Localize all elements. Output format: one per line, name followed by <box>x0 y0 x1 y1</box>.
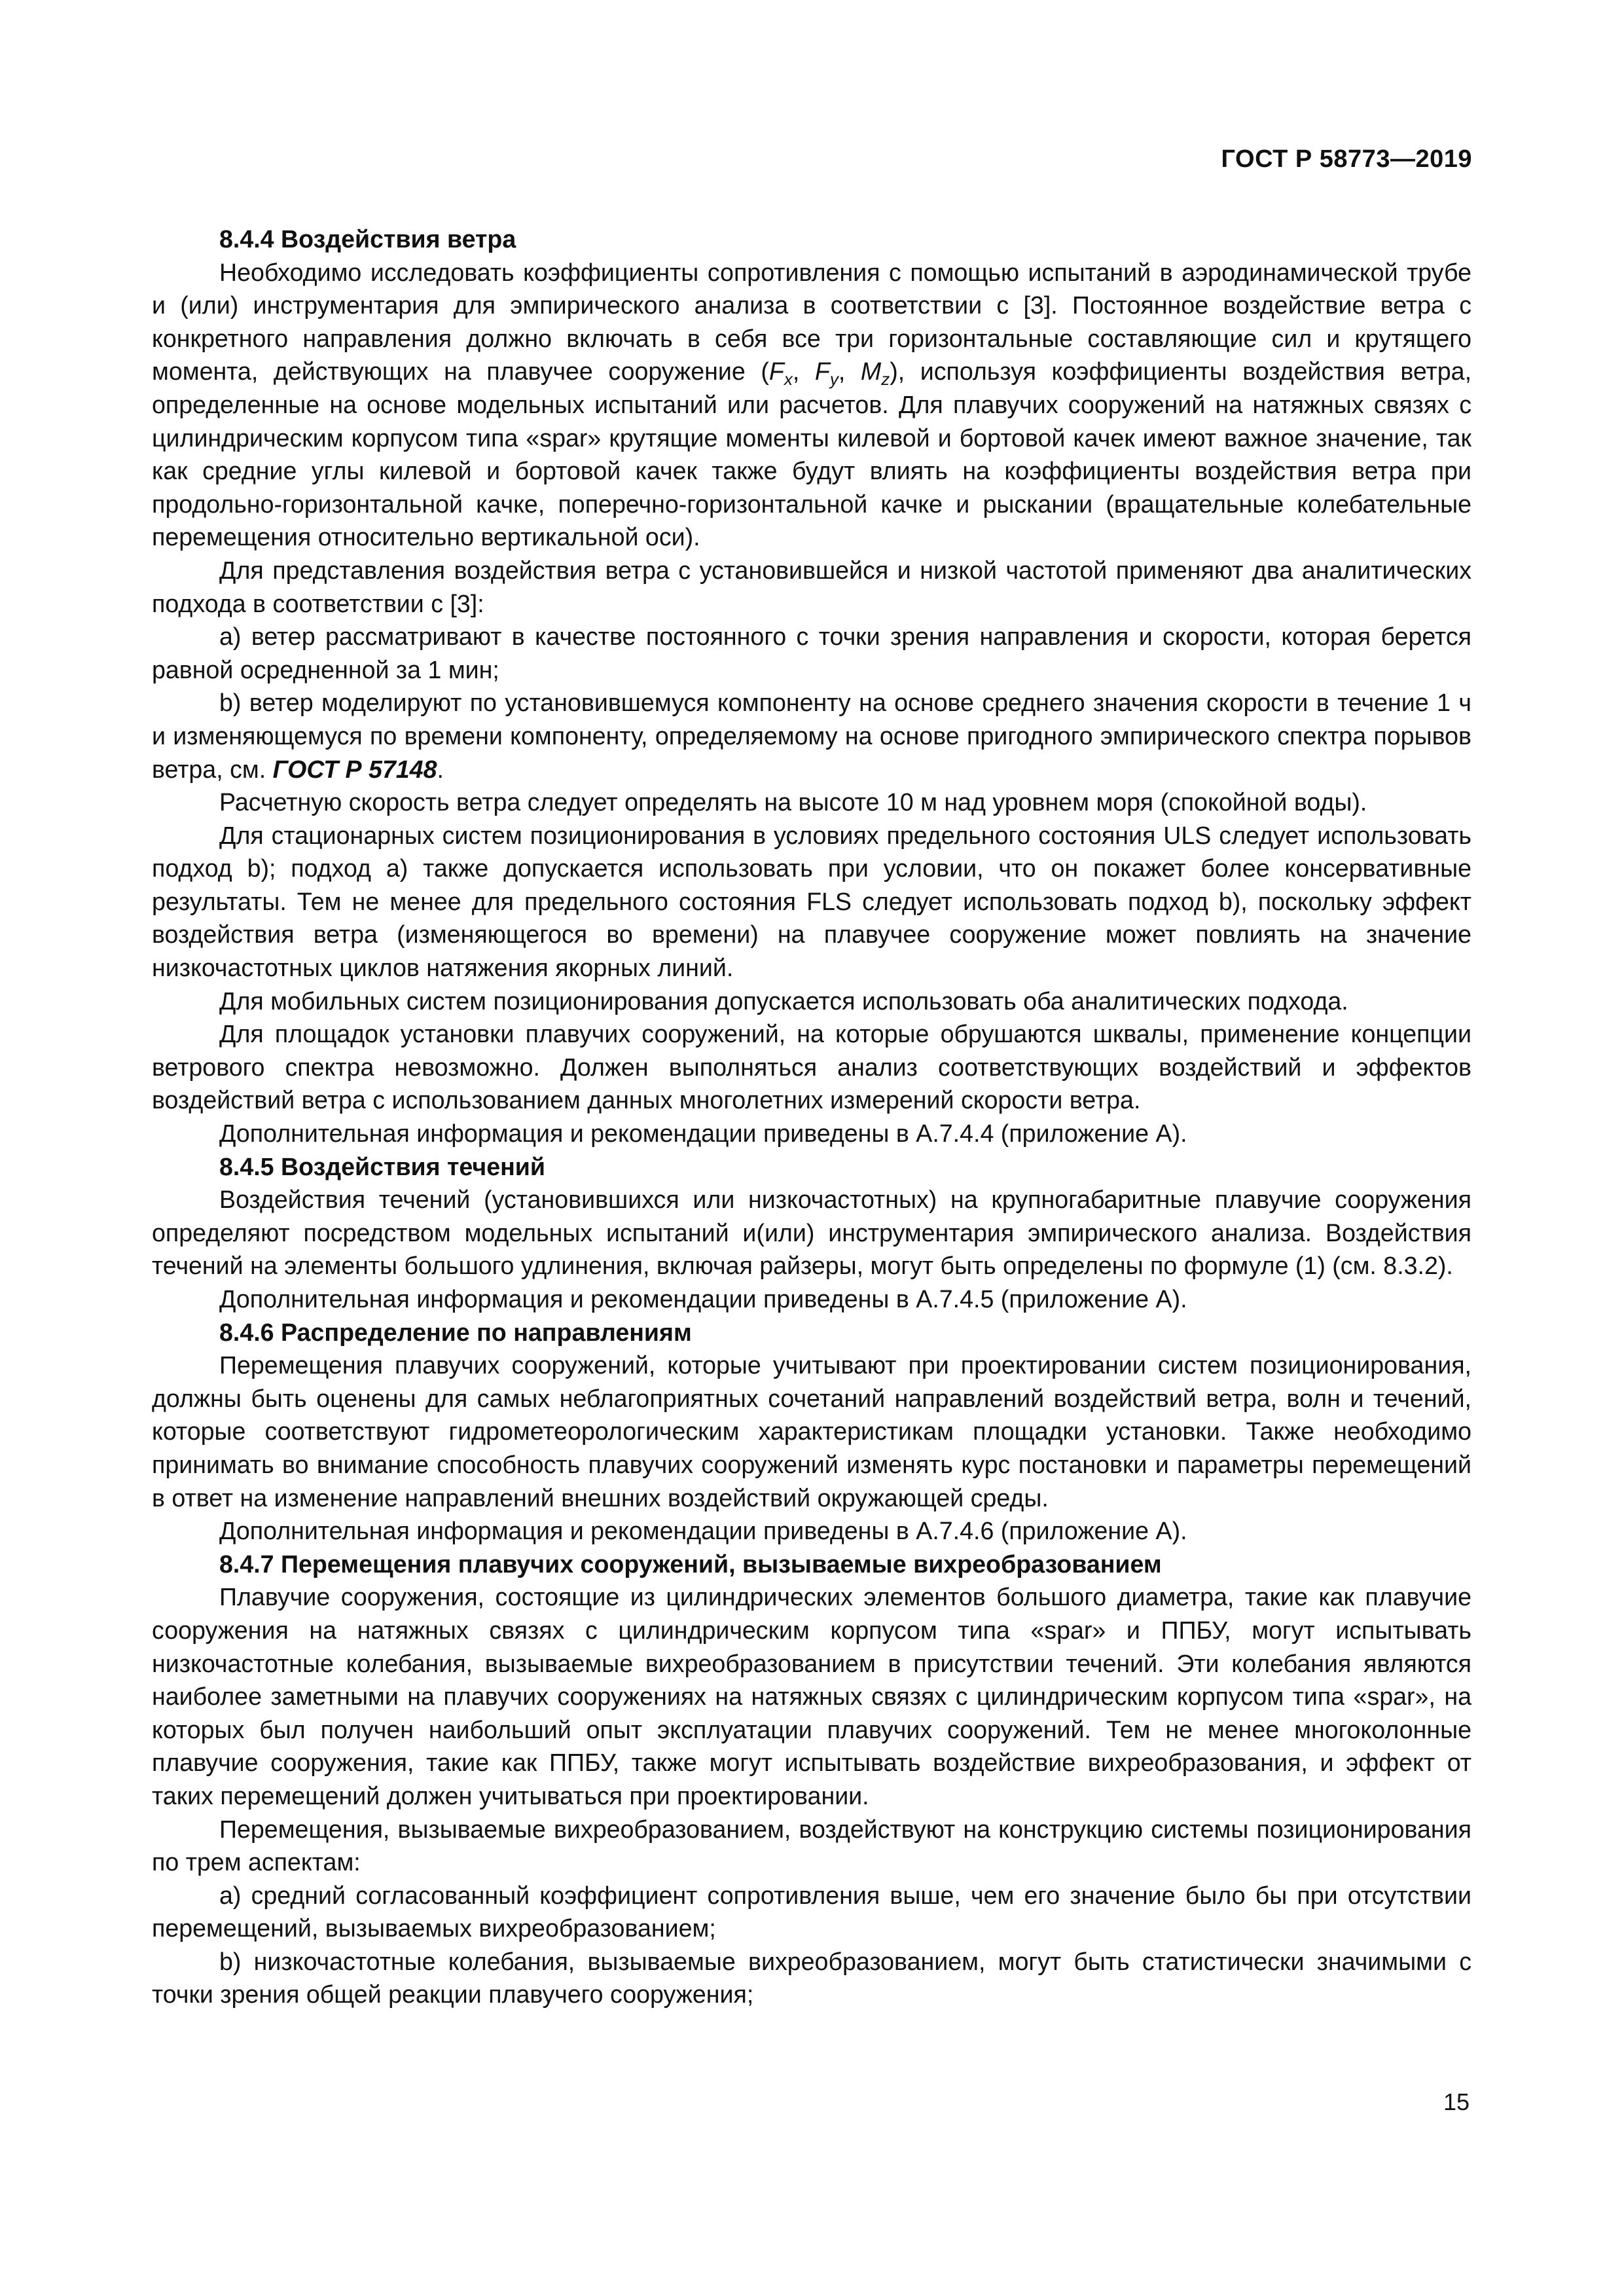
paragraph: Для площадок установки плавучих сооружений, на которые обрушаются шквалы, применение концепции ветрового спектра невозможно. Должен выполняться анализ соответствующих воздействий и эффектов воздействий ветра с использованием данных многолетних измерений скорости ветра. <box>152 1020 1471 1114</box>
paragraph: Воздействия течений (установившихся или низкочастотных) на крупногабаритные плавучие сооружения определяют посредством модельных испытаний и(или) инструментария эмпирического анализа. Воздействия течений на элементы большого удлинения, включая райзеры, могут быть определены по формуле (1) (см. 8.3.2). <box>152 1186 1471 1280</box>
paragraph: Дополнительная информация и рекомендации приведены в А.7.4.6 (приложение А). <box>219 1517 1187 1545</box>
list-item-b: b) низкочастотные колебания, вызываемые вихреобразованием, могут быть статистически значимыми с точки зрения общей реакции плавучего сооружения; <box>152 1947 1471 2009</box>
paragraph: Плавучие сооружения, состоящие из цилиндрических элементов большого диаметра, такие как плавучие сооружения на натяжных связях с цилиндрическим корпусом типа «spar» и ППБУ, могут испытывать низкочастотные колебания, вызываемые вихреобразованием в присутствии течений. Эти колебания являются наиболее заметными на плавучих сооружениях на натяжных связях с цилиндрическим корпусом типа «spar», на которых был получен наибольший опыт эксплуатации плавучих сооружений. Тем не менее многоколонные плавучие сооружения, такие как ППБУ, также могут испытывать воздействие вихреобразования, и эффект от таких перемещений должен учитываться при проектировании. <box>152 1583 1471 1810</box>
page-body <box>152 223 1471 2011</box>
standard-reference: ГОСТ Р 57148 <box>272 755 437 783</box>
paragraph <box>152 256 1471 554</box>
document-code-header: ГОСТ Р 58773—2019 <box>1221 145 1472 173</box>
text-run: , <box>838 357 861 386</box>
text-run: . <box>437 755 444 783</box>
paragraph: Перемещения плавучих сооружений, которые учитывают при проектировании систем позиционирования, должны быть оценены для самых неблагоприятных сочетаний направлений воздействий ветра, волн и течений, которые соответствуют гидрометеорологическим характеристикам площадки установки. Также необходимо принимать во внимание способность плавучих сооружений изменять курс постановки и параметры перемещений в ответ на изменение направлений внешних воздействий окружающей среды. <box>152 1351 1471 1512</box>
section-heading-8-4-5: 8.4.5 Воздействия течений <box>219 1152 546 1180</box>
paragraph: Расчетную скорость ветра следует определять на высоте 10 м над уровнем моря (спокойной воды). <box>219 788 1367 816</box>
page-number: 15 <box>1443 2088 1470 2115</box>
subscript-x: x <box>784 369 793 390</box>
paragraph: Для представления воздействия ветра с установившейся и низкой частотой применяют два аналитических подхода в соответствии с [3]: <box>152 556 1471 617</box>
symbol-mz: M <box>860 357 882 386</box>
subscript-z: z <box>881 369 890 390</box>
list-item-a: а) ветер рассматривают в качестве постоянного с точки зрения направления и скорости, которая берется равной осредненной за 1 мин; <box>152 623 1471 683</box>
subscript-y: y <box>829 369 839 390</box>
paragraph: Дополнительная информация и рекомендации приведены в А.7.4.5 (приложение А). <box>219 1285 1187 1313</box>
paragraph: Перемещения, вызываемые вихреобразованием, воздействуют на конструкцию системы позиционирования по трем аспектам: <box>152 1815 1471 1876</box>
symbol-fx: F <box>768 357 784 386</box>
paragraph: Для мобильных систем позиционирования допускается использовать оба аналитических подхода. <box>219 987 1348 1015</box>
symbol-fy: F <box>814 357 830 386</box>
section-heading-8-4-6: 8.4.6 Распределение по направлениям <box>219 1318 692 1346</box>
paragraph: Дополнительная информация и рекомендации приведены в А.7.4.4 (приложение А). <box>219 1120 1187 1148</box>
section-heading-8-4-4: 8.4.4 Воздействия ветра <box>219 225 516 253</box>
list-item-b <box>152 686 1471 786</box>
text-run: Необходимо исследовать коэффициенты сопротивления с помощью испытаний в аэродинамической трубе и (или) инструментария для эмпирического анализа в соответствии с [3]. Постоянное воздействие ветра с конкретного направления должно включать в себя все три горизонтальные составляющие сил и крутящего момента, действующих на плавучее сооружение ( <box>152 258 1471 386</box>
text-run: ), используя коэффициенты воздействия ветра, определенные на основе модельных испытаний или расчетов. Для плавучих сооружений на натяжных связях с цилиндрическим корпусом типа «spar» крутящие моменты килевой и бортовой качек имеют важное значение, так как средние углы килевой и бортовой качек также будут влиять на коэффициенты воздействия ветра при продольно-горизонтальной качке, поперечно-горизонтальной качке и рыскании (вращательные колебательные перемещения относительно вертикальной оси). <box>152 357 1472 551</box>
paragraph: Для стационарных систем позиционирования в условиях предельного состояния ULS следует использовать подход b); подход а) также допускается использовать при условии, что он покажет более консервативные результаты. Тем не менее для предельного состояния FLS следует использовать подход b), поскольку эффект воздействия ветра (изменяющегося во времени) на плавучее сооружение может повлиять на значение низкочастотных циклов натяжения якорных линий. <box>152 821 1471 982</box>
text-run: b) ветер моделируют по установившемуся компоненту на основе среднего значения скорости в течение 1 ч и изменяющемуся по времени компоненту, определяемому на основе пригодного эмпирического спектра порывов ветра, см. <box>152 689 1471 783</box>
list-item-a: а) средний согласованный коэффициент сопротивления выше, чем его значение было бы при отсутствии перемещений, вызываемых вихреобразованием; <box>152 1881 1471 1942</box>
text-run: , <box>792 357 815 386</box>
section-heading-8-4-7: 8.4.7 Перемещения плавучих сооружений, вызываемые вихреобразованием <box>219 1550 1162 1578</box>
